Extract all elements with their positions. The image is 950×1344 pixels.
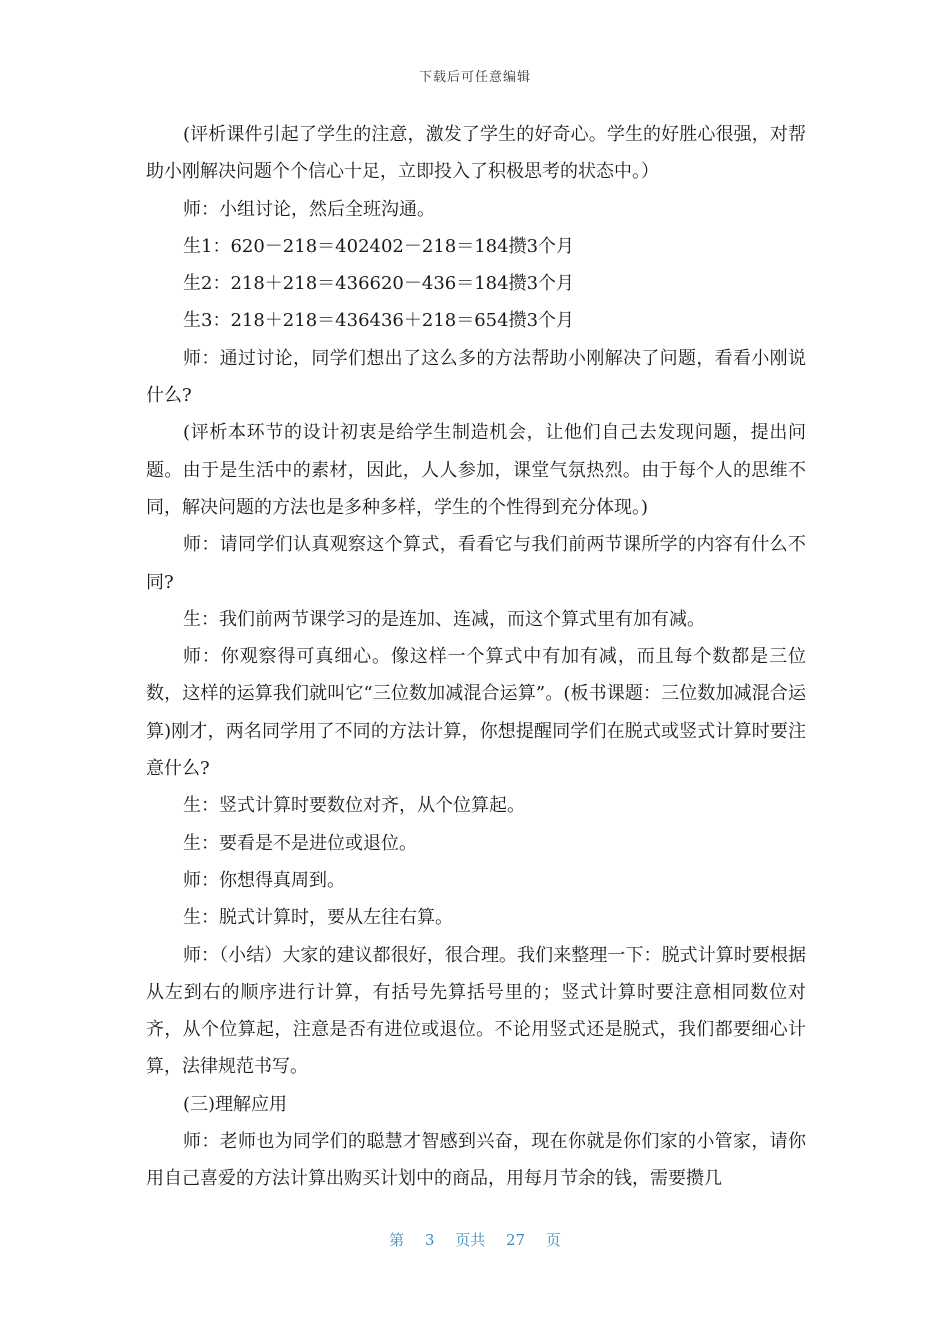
paragraph: 生：要看是不是进位或退位。	[183, 832, 417, 854]
document-body	[146, 116, 806, 1198]
page-number: 3	[424, 1231, 435, 1249]
paragraph: 师：通过讨论，同学们想出了这么多的方法帮助小刚解决了问题，看看小刚说什么?	[146, 347, 806, 407]
paragraph: 生：我们前两节课学习的是连加、连减，而这个算式里有加有减。	[183, 608, 705, 630]
paragraph: 生：竖式计算时要数位对齐，从个位算起。	[183, 795, 525, 817]
paragraph: 师：小组讨论，然后全班沟通。	[183, 198, 435, 220]
paragraph: (评析本环节的设计初衷是给学生制造机会，让他们自己去发现问题，提出问题。由于是生活中的素材，因此，人人参加，课堂气氛热烈。由于每个人的思维不同，解决问题的方法也是多种多样，学生的个性得到充分体现。)	[146, 422, 806, 518]
paragraph: 生1：620－218＝402402－218＝184攒3个月	[183, 235, 575, 257]
total-pages: 27	[506, 1231, 526, 1249]
page-header: 下载后可任意编辑	[418, 70, 531, 85]
paragraph: 师：请同学们认真观察这个算式，看看它与我们前两节课所学的内容有什么不同?	[146, 534, 806, 593]
paragraph: 师：你观察得可真细心。像这样一个算式中有加有减，而且每个数都是三位数，这样的运算我们就叫它“三位数加减混合运算”。(板书课题：三位数加减混合运算)刚才，两名同学用了不同的方法计算，你想提醒同学们在脱式或竖式计算时要注意什么?	[146, 646, 806, 780]
paragraph: 师：老师也为同学们的聪慧才智感到兴奋，现在你就是你们家的小管家，请你用自己喜爱的方法计算出购买计划中的商品，用每月节余的钱，需要攒几	[146, 1131, 806, 1190]
paragraph: (评析课件引起了学生的注意，激发了学生的好奇心。学生的好胜心很强，对帮助小刚解决问题个个信心十足，立即投入了积极思考的状态中。）	[146, 124, 806, 183]
page-label: 第	[389, 1231, 405, 1249]
paragraph: 生2：218＋218＝436620－436＝184攒3个月	[183, 273, 575, 295]
paragraph: 师：你想得真周到。	[183, 869, 345, 891]
page-footer	[0, 1229, 950, 1250]
section-heading: (三)理解应用	[183, 1093, 288, 1115]
paragraph: 师：（小结）大家的建议都很好，很合理。我们来整理一下：脱式计算时要根据从左到右的顺序进行计算，有括号先算括号里的；竖式计算时要注意相同数位对齐，从个位算起，注意是否有进位或退位。不论用竖式还是脱式，我们都要细心计算，法律规范书写。	[146, 944, 806, 1078]
paragraph: 生3：218＋218＝436436＋218＝654攒3个月	[183, 310, 575, 332]
page-of-label: 页共	[455, 1231, 486, 1249]
page-suffix: 页	[545, 1231, 561, 1249]
paragraph: 生：脱式计算时，要从左往右算。	[183, 907, 453, 929]
